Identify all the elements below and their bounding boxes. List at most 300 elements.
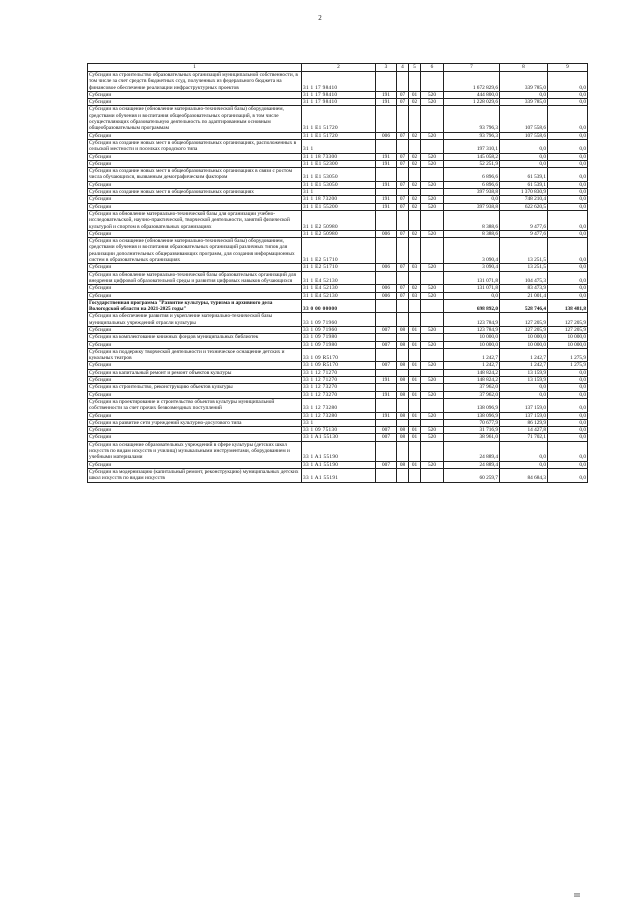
table-row (88, 292, 588, 299)
row-col-3 (376, 419, 397, 426)
row-col-3: 007 (376, 427, 397, 434)
row-col-3: 007 (376, 341, 397, 348)
row-col-3 (376, 334, 397, 341)
row-col-3: 007 (376, 362, 397, 369)
row-col-3: 191 (376, 203, 397, 210)
row-col-6 (421, 168, 444, 182)
row-col-6 (421, 271, 444, 285)
table-row (88, 412, 588, 419)
table-row (88, 230, 588, 237)
row-col-4 (397, 238, 409, 264)
row-col-3: 191 (376, 160, 397, 167)
row-value-2025: 0,0 (548, 132, 588, 139)
row-col-5 (409, 106, 421, 132)
row-col-6: 520 (421, 196, 444, 203)
row-name: Субсидии (88, 341, 302, 348)
row-name: Субсидии на обновление материально-технической базы образовательных организаций для внедрения цифровой образовательной среды и развития цифровых навыков обучающихся (88, 271, 302, 285)
row-col-3 (376, 271, 397, 285)
row-value-2023: 397 938,8 (444, 203, 500, 210)
row-col-3 (376, 168, 397, 182)
row-col-6 (421, 238, 444, 264)
row-name: Субсидии на модернизацию (капитальный ремонт, реконструкцию) муниципальных детских школ искусств по видам искусств (88, 468, 302, 482)
row-name: Субсидии (88, 153, 302, 160)
row-col-5 (409, 168, 421, 182)
row-col-4: 08 (397, 434, 409, 441)
table-row (88, 391, 588, 398)
row-col-3 (376, 384, 397, 391)
row-code: 31 1 17 98410 (302, 99, 376, 106)
row-value-2023: 145 058,2 (444, 153, 500, 160)
row-value-2025: 10 000,0 (548, 334, 588, 341)
row-value-2024: 13 159,9 (500, 369, 548, 376)
row-code: 33 1 09 R5170 (302, 362, 376, 369)
row-col-6: 520 (421, 434, 444, 441)
row-value-2023: 6 896,6 (444, 181, 500, 188)
row-value-2023: 138 096,9 (444, 398, 500, 412)
row-value-2023: 0,0 (444, 292, 500, 299)
table-row (88, 348, 588, 362)
row-name: Субсидии на создание новых мест в общеобразовательных организациях (88, 189, 302, 196)
row-value-2023: 123 784,9 (444, 313, 500, 327)
row-col-4 (397, 139, 409, 153)
table-row (88, 203, 588, 210)
row-col-6: 520 (421, 377, 444, 384)
table-row (88, 189, 588, 196)
table-row (88, 334, 588, 341)
row-value-2023: 8 388,6 (444, 210, 500, 230)
row-name: Субсидии (88, 181, 302, 188)
row-value-2025: 0,0 (548, 285, 588, 292)
row-code: 31 1 E1 53050 (302, 168, 376, 182)
table-row (88, 153, 588, 160)
row-value-2024: 10 000,0 (500, 334, 548, 341)
header-col-8: 8 (500, 64, 548, 72)
row-col-4: 07 (397, 292, 409, 299)
row-value-2025: 0,0 (548, 468, 588, 482)
row-value-2024: 748 210,4 (500, 196, 548, 203)
row-code: 31 1 E1 53050 (302, 181, 376, 188)
row-col-6 (421, 299, 444, 313)
row-col-4: 07 (397, 285, 409, 292)
row-value-2025: 0,0 (548, 377, 588, 384)
row-col-5 (409, 441, 421, 461)
header-col-4: 4 (397, 64, 409, 72)
row-value-2025: 0,0 (548, 106, 588, 132)
row-col-6: 520 (421, 427, 444, 434)
row-col-5: 01 (409, 391, 421, 398)
row-col-5 (409, 139, 421, 153)
row-code: 31 1 18 73300 (302, 153, 376, 160)
row-col-6: 520 (421, 391, 444, 398)
row-col-6 (421, 72, 444, 92)
row-code: 33 1 09 R5170 (302, 348, 376, 362)
row-value-2025: 0,0 (548, 461, 588, 468)
row-code: 33 1 A1 55190 (302, 461, 376, 468)
table-row (88, 271, 588, 285)
row-col-5: 01 (409, 362, 421, 369)
table-row (88, 427, 588, 434)
row-name: Субсидии (88, 160, 302, 167)
row-col-6: 520 (421, 341, 444, 348)
row-value-2023: 52 251,9 (444, 160, 500, 167)
row-value-2025: 138 481,8 (548, 299, 588, 313)
row-value-2024: 84 684,3 (500, 468, 548, 482)
table-row (88, 238, 588, 264)
row-value-2025: 0,0 (548, 210, 588, 230)
row-col-6 (421, 384, 444, 391)
header-col-7: 7 (444, 64, 500, 72)
row-col-6 (421, 468, 444, 482)
row-name: Субсидии (88, 230, 302, 237)
row-col-6 (421, 398, 444, 412)
row-code: 31 1 E1 51720 (302, 106, 376, 132)
row-col-4: 07 (397, 203, 409, 210)
row-col-5: 02 (409, 132, 421, 139)
row-code: 33 1 12 73280 (302, 412, 376, 419)
row-value-2025: 0,0 (548, 441, 588, 461)
row-value-2025: 0,0 (548, 139, 588, 153)
row-value-2025: 0,0 (548, 369, 588, 376)
row-name: Субсидии на обеспечение развития и укрепление материально-технической базы муниципальных учреждений отрасли культуры (88, 313, 302, 327)
row-col-5 (409, 238, 421, 264)
row-value-2023: 3 090,4 (444, 238, 500, 264)
row-value-2025: 0,0 (548, 264, 588, 271)
row-value-2023: 123 784,9 (444, 326, 500, 333)
row-name: Субсидии на создание новых мест в общеобразовательных организациях в связи с ростом числа обучающихся, вызванным демографическим фактором (88, 168, 302, 182)
row-col-4: 08 (397, 461, 409, 468)
row-value-2024: 1 370 830,9 (500, 189, 548, 196)
row-value-2025: 0,0 (548, 412, 588, 419)
row-col-3 (376, 348, 397, 362)
row-code: 31 1 E1 51720 (302, 132, 376, 139)
row-value-2023: 1 242,7 (444, 348, 500, 362)
row-name: Субсидии (88, 434, 302, 441)
row-code: 31 1 E2 51710 (302, 264, 376, 271)
table-header-row (88, 64, 588, 72)
table-row (88, 285, 588, 292)
table-row (88, 419, 588, 426)
row-name: Субсидии (88, 377, 302, 384)
row-col-4: 08 (397, 412, 409, 419)
row-col-6: 520 (421, 362, 444, 369)
row-col-5: 02 (409, 203, 421, 210)
row-col-3 (376, 139, 397, 153)
row-col-4 (397, 384, 409, 391)
row-col-6: 520 (421, 326, 444, 333)
row-code: 31 1 E4 52130 (302, 285, 376, 292)
row-col-3: 191 (376, 181, 397, 188)
row-value-2025: 0,0 (548, 398, 588, 412)
row-col-3: 007 (376, 461, 397, 468)
row-value-2024: 0,0 (500, 461, 548, 468)
row-col-5 (409, 271, 421, 285)
row-name: Субсидии на поддержку творческой деятельности и техническое оснащение детских и кукольных театров (88, 348, 302, 362)
row-code: 33 1 09 71960 (302, 326, 376, 333)
row-value-2024: 127 205,9 (500, 313, 548, 327)
row-name: Субсидии на обновление материально-технической базы для организации учебно-исследовательской, научно-практической, творческой деятельности, занятий физической культурой и спортом в образовательных организациях (88, 210, 302, 230)
row-value-2025: 0,0 (548, 238, 588, 264)
row-name: Субсидии (88, 427, 302, 434)
row-name: Субсидии на оснащение (обновление материально-технической базы) оборудованием, средствами обучения и воспитания общеобразовательных организаций, в том числе осуществляющих образовательную деятельность по адаптированным основным общеобразовательным программам (88, 106, 302, 132)
row-code: 33 1 A1 55191 (302, 468, 376, 482)
row-value-2025: 1 275,9 (548, 348, 588, 362)
row-code: 31 1 E4 52130 (302, 292, 376, 299)
row-name: Субсидии (88, 99, 302, 106)
header-col-1: 1 (88, 64, 302, 72)
row-col-3: 191 (376, 99, 397, 106)
row-code: 33 1 12 71270 (302, 369, 376, 376)
row-value-2023: 31 716,9 (444, 427, 500, 434)
row-col-3: 006 (376, 132, 397, 139)
row-value-2023: 0,0 (444, 196, 500, 203)
row-value-2025: 0,0 (548, 181, 588, 188)
row-code: 33 1 A1 55130 (302, 434, 376, 441)
row-value-2025: 1 275,9 (548, 362, 588, 369)
row-col-5: 01 (409, 461, 421, 468)
row-value-2023: 444 800,0 (444, 91, 500, 98)
row-value-2024: 622 620,5 (500, 203, 548, 210)
row-col-3 (376, 369, 397, 376)
row-value-2024: 21 001,4 (500, 292, 548, 299)
row-col-5: 01 (409, 434, 421, 441)
row-value-2023: 6 896,6 (444, 168, 500, 182)
row-value-2023: 698 892,0 (444, 299, 500, 313)
row-name: Субсидии (88, 203, 302, 210)
row-value-2024: 339 785,0 (500, 72, 548, 92)
row-name: Субсидии (88, 461, 302, 468)
row-value-2023: 3 090,4 (444, 264, 500, 271)
table-row (88, 160, 588, 167)
row-col-5: 01 (409, 91, 421, 98)
row-value-2025: 0,0 (548, 292, 588, 299)
table-row (88, 299, 588, 313)
row-value-2024: 137 159,0 (500, 398, 548, 412)
row-col-4 (397, 468, 409, 482)
row-col-6 (421, 313, 444, 327)
row-col-4 (397, 72, 409, 92)
row-code: 31 1 17 98410 (302, 91, 376, 98)
row-col-5 (409, 189, 421, 196)
row-col-6 (421, 189, 444, 196)
row-value-2024: 0,0 (500, 160, 548, 167)
row-name: Субсидии на комплектование книжных фондов муниципальных библиотек (88, 334, 302, 341)
row-col-5: 02 (409, 153, 421, 160)
row-value-2024: 9 477,6 (500, 230, 548, 237)
row-code: 31 1 E4 52130 (302, 271, 376, 285)
row-col-4 (397, 271, 409, 285)
row-value-2024: 1 242,7 (500, 362, 548, 369)
row-col-4: 08 (397, 427, 409, 434)
row-col-5 (409, 398, 421, 412)
row-col-6: 520 (421, 230, 444, 237)
row-col-4 (397, 299, 409, 313)
row-value-2024: 13 159,9 (500, 377, 548, 384)
page-number: 2 (318, 14, 322, 22)
table-row (88, 461, 588, 468)
header-col-5: 5 (409, 64, 421, 72)
row-col-5 (409, 419, 421, 426)
row-code: 31 1 E1 52300 (302, 160, 376, 167)
row-name: Субсидии на создание новых мест в общеобразовательных организациях, расположенных в сельской местности и поселках городского типа (88, 139, 302, 153)
row-value-2023: 148 824,2 (444, 377, 500, 384)
row-col-4 (397, 334, 409, 341)
row-value-2025: 0,0 (548, 91, 588, 98)
row-value-2024: 0,0 (500, 441, 548, 461)
header-col-6: 6 (421, 64, 444, 72)
row-name: Субсидии (88, 264, 302, 271)
row-code: 31 1 E2 50980 (302, 210, 376, 230)
table-row (88, 132, 588, 139)
row-code: 31 1 (302, 189, 376, 196)
row-col-5 (409, 334, 421, 341)
row-col-5 (409, 313, 421, 327)
row-col-5 (409, 384, 421, 391)
row-col-6 (421, 106, 444, 132)
row-value-2023: 1 228 029,6 (444, 99, 500, 106)
row-col-3: 191 (376, 153, 397, 160)
row-name: Субсидии (88, 412, 302, 419)
row-value-2023: 397 938,8 (444, 189, 500, 196)
row-code: 33 1 09 71980 (302, 334, 376, 341)
row-code: 33 1 09 71960 (302, 313, 376, 327)
row-col-3: 191 (376, 377, 397, 384)
row-col-5: 01 (409, 412, 421, 419)
row-col-5: 03 (409, 292, 421, 299)
budget-table (87, 63, 588, 483)
row-col-5: 02 (409, 99, 421, 106)
row-col-5: 03 (409, 264, 421, 271)
row-col-4 (397, 441, 409, 461)
row-col-5 (409, 210, 421, 230)
row-code: 31 1 E2 51710 (302, 238, 376, 264)
row-value-2024: 0,0 (500, 139, 548, 153)
row-col-3: 007 (376, 434, 397, 441)
row-col-6: 520 (421, 181, 444, 188)
row-value-2024: 127 205,9 (500, 326, 548, 333)
row-col-6: 520 (421, 132, 444, 139)
row-col-6: 520 (421, 412, 444, 419)
row-code: 31 1 E2 50980 (302, 230, 376, 237)
row-col-4: 07 (397, 132, 409, 139)
row-value-2024: 61 539,1 (500, 168, 548, 182)
table-row (88, 168, 588, 182)
row-code: 31 1 18 73200 (302, 196, 376, 203)
row-col-6: 520 (421, 153, 444, 160)
row-col-3 (376, 238, 397, 264)
row-code: 33 1 A1 55190 (302, 441, 376, 461)
row-col-3: 191 (376, 412, 397, 419)
row-value-2023: 38 961,0 (444, 434, 500, 441)
row-col-6 (421, 210, 444, 230)
row-value-2025: 0,0 (548, 153, 588, 160)
row-col-6 (421, 369, 444, 376)
row-value-2025: 0,0 (548, 168, 588, 182)
row-value-2025: 0,0 (548, 99, 588, 106)
row-name: Субсидии (88, 292, 302, 299)
row-value-2024: 10 000,0 (500, 341, 548, 348)
row-name: Субсидии на строительство образовательных организаций муниципальной собственности, в том числе за счет средств бюджетных ссуд, полученных из федерального бюджета на финансовое обеспечение реализации инфраструктурных проектов (88, 72, 302, 92)
row-code: 33 0 00 00000 (302, 299, 376, 313)
row-col-5: 02 (409, 196, 421, 203)
row-code: 33 1 12 73270 (302, 384, 376, 391)
row-col-4: 07 (397, 91, 409, 98)
footer-mark: III (574, 893, 580, 899)
row-name: Субсидии на проектирование и строительство объектов культуры муниципальной собственности за счет прочих безвозмездных поступлений (88, 398, 302, 412)
row-col-5: 01 (409, 427, 421, 434)
row-code: 33 1 (302, 419, 376, 426)
row-value-2024: 0,0 (500, 91, 548, 98)
row-code: 31 1 (302, 139, 376, 153)
row-name: Субсидии на оснащение образовательных учреждений в сфере культуры (детских школ искусств по видам искусств и училищ) музыкальными инструментами, оборудованием и учебными материалами (88, 441, 302, 461)
row-col-3: 006 (376, 230, 397, 237)
row-col-3: 191 (376, 91, 397, 98)
row-value-2024: 104 475,3 (500, 271, 548, 285)
row-value-2025: 0,0 (548, 434, 588, 441)
row-value-2025: 0,0 (548, 160, 588, 167)
row-col-3 (376, 72, 397, 92)
row-col-6 (421, 334, 444, 341)
table-body (88, 72, 588, 483)
row-value-2024: 107 558,6 (500, 132, 548, 139)
row-value-2024: 13 251,5 (500, 264, 548, 271)
row-code: 31 1 17 98410 (302, 72, 376, 92)
table-row (88, 99, 588, 106)
row-value-2023: 37 962,0 (444, 391, 500, 398)
row-name: Субсидии на оснащение (обновление материально-технической базы) оборудованием, средствами обучения и воспитания образовательных организаций различных типов для реализации дополнительных общеразвивающих программ, для создания информационных систем в образовательных организациях (88, 238, 302, 264)
table-row (88, 468, 588, 482)
row-value-2023: 60 259,7 (444, 468, 500, 482)
table-row (88, 72, 588, 92)
row-col-5: 01 (409, 341, 421, 348)
row-name: Субсидии на строительство, реконструкцию объектов культуры (88, 384, 302, 391)
row-value-2025: 0,0 (548, 391, 588, 398)
row-value-2025: 0,0 (548, 196, 588, 203)
row-value-2024: 528 746,4 (500, 299, 548, 313)
row-value-2023: 1 672 829,6 (444, 72, 500, 92)
row-col-6: 520 (421, 91, 444, 98)
row-name: Субсидии (88, 196, 302, 203)
table-row (88, 326, 588, 333)
row-col-3 (376, 106, 397, 132)
row-name: Субсидии на капитальный ремонт и ремонт объектов культуры (88, 369, 302, 376)
row-col-6: 520 (421, 203, 444, 210)
row-col-3: 006 (376, 292, 397, 299)
row-col-6 (421, 419, 444, 426)
row-col-3 (376, 313, 397, 327)
row-col-5 (409, 348, 421, 362)
row-value-2024: 86 129,9 (500, 419, 548, 426)
row-col-4: 07 (397, 160, 409, 167)
row-col-5: 02 (409, 160, 421, 167)
row-col-6 (421, 441, 444, 461)
row-value-2025: 127 205,9 (548, 313, 588, 327)
row-col-5: 01 (409, 377, 421, 384)
row-value-2023: 37 962,0 (444, 384, 500, 391)
row-col-4 (397, 313, 409, 327)
row-col-4 (397, 348, 409, 362)
row-col-4 (397, 369, 409, 376)
row-col-3 (376, 398, 397, 412)
row-name: Субсидии на развитие сети учреждений культурно-досугового типа (88, 419, 302, 426)
row-code: 33 1 09 75130 (302, 427, 376, 434)
row-col-3 (376, 299, 397, 313)
row-value-2025: 127 205,9 (548, 326, 588, 333)
row-value-2025: 0,0 (548, 230, 588, 237)
header-col-3: 3 (376, 64, 397, 72)
row-col-3: 007 (376, 326, 397, 333)
row-col-4: 07 (397, 196, 409, 203)
row-col-3: 191 (376, 196, 397, 203)
